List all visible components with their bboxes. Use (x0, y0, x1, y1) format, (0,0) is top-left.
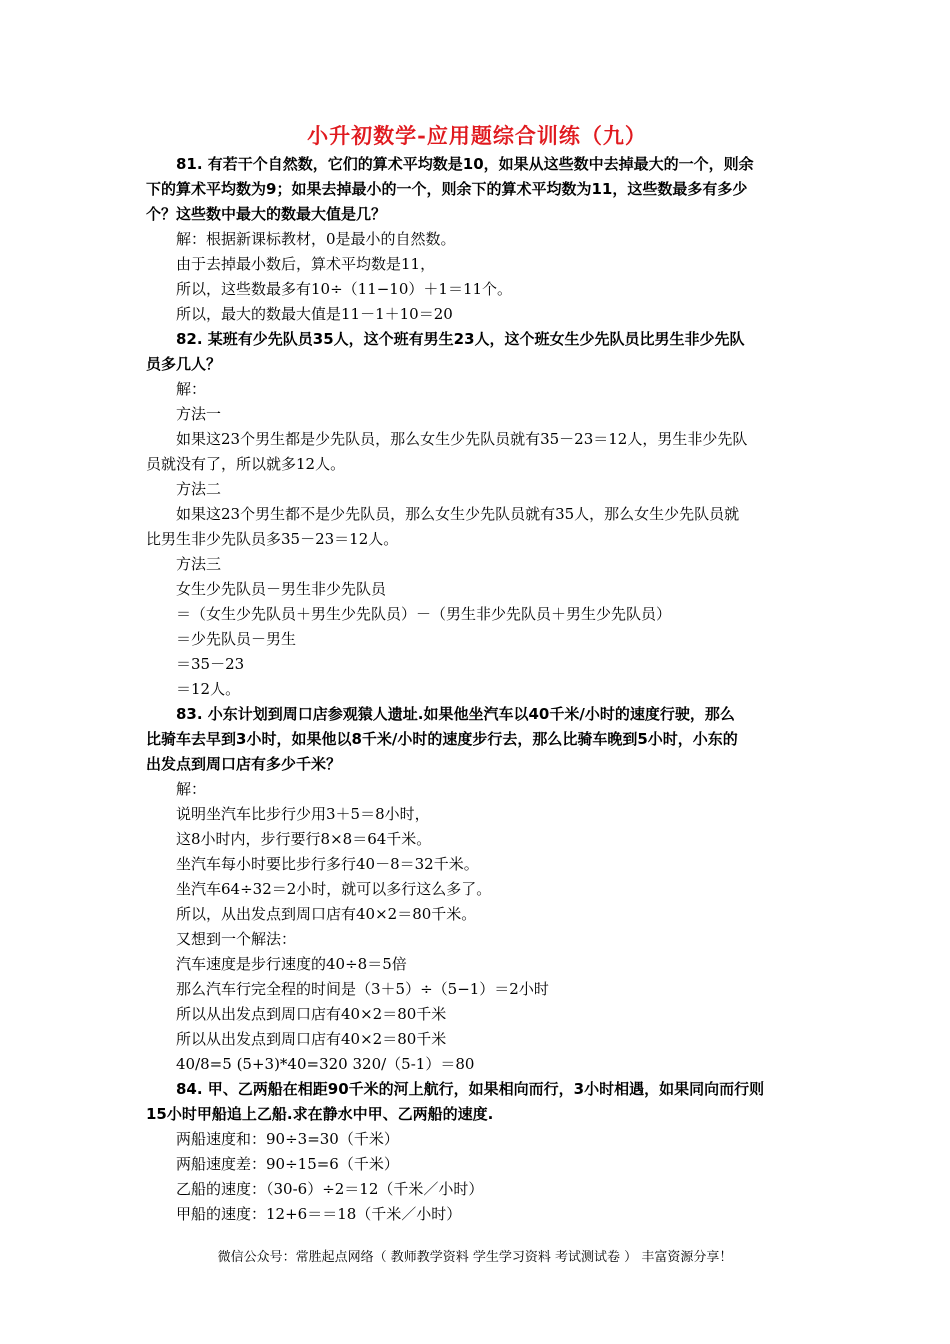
solution-line: 女生少先队员－男生非少先队员 (176, 580, 387, 598)
solution-line: 由于去掉最小数后，算术平均数是11， (176, 255, 436, 273)
solution-line: 所以从出发点到周口店有40×2＝80千米 (176, 1030, 447, 1048)
solution-line: 说明坐汽车比步行少用3＋5＝8小时， (176, 805, 430, 823)
question-line: 84. 甲、乙两船在相距90千米的河上航行，如果相向而行，3小时相遇，如果同向而行则 (176, 1080, 765, 1098)
solution-line: 如果这23个男生都是少先队员，那么女生少先队员就有35－23＝12人，男生非少先队 (176, 430, 748, 448)
solution-line: 这8小时内，步行要行8×8＝64千米。 (176, 830, 432, 848)
document-page (146, 120, 808, 1227)
solution-line: 比男生非少先队员多35－23＝12人。 (146, 530, 399, 548)
solution-line: 方法一 (176, 405, 222, 423)
question-line: 15小时甲船追上乙船.求在静水中甲、乙两船的速度. (146, 1105, 494, 1123)
question-line: 81. 有若干个自然数，它们的算术平均数是10，如果从这些数中去掉最大的一个，则余 (176, 155, 754, 173)
solution-line: ＝12人。 (176, 680, 241, 698)
solution-line: ＝（女生少先队员＋男生少先队员）－（男生非少先队员＋男生少先队员） (176, 605, 672, 623)
solution-line: 员就没有了，所以就多12人。 (146, 455, 346, 473)
solution-line: 所以从出发点到周口店有40×2＝80千米 (176, 1005, 447, 1023)
solution-line: 两船速度和：90÷3=30（千米） (176, 1130, 399, 1148)
solution-line: 如果这23个男生都不是少先队员，那么女生少先队员就有35人，那么女生少先队员就 (176, 505, 740, 523)
solution-line: 方法二 (176, 480, 222, 498)
solution-line: 两船速度差：90÷15=6（千米） (176, 1155, 399, 1173)
question-line: 下的算术平均数为9；如果去掉最小的一个，则余下的算术平均数为11，这些数最多有多少 (146, 180, 748, 198)
question-line: 个？这些数中最大的数最大值是几？ (146, 205, 387, 223)
question-line: 82. 某班有少先队员35人，这个班有男生23人，这个班女生少先队员比男生非少先队 (176, 330, 745, 348)
solution-line: 所以，从出发点到周口店有40×2＝80千米。 (176, 905, 477, 923)
solution-line: 那么汽车行完全程的时间是（3＋5）÷（5−1）＝2小时 (176, 980, 549, 998)
solution-line: 甲船的速度：12+6＝＝18（千米／小时） (176, 1205, 462, 1223)
solution-line: 解： (176, 780, 207, 798)
solution-line: 又想到一个解法： (176, 930, 297, 948)
question-line: 比骑车去早到3小时，如果他以8千米/小时的速度步行去，那么比骑车晚到5小时，小东的 (146, 730, 738, 748)
solution-line: ＝35－23 (176, 655, 245, 673)
solution-line: ＝少先队员－男生 (176, 630, 297, 648)
document-body (146, 152, 808, 1227)
page-footer: 微信公众号：常胜起点网络（ 教师教学资料 学生学习资料 考试测试卷 ） 丰富资源分享！ (217, 1250, 733, 1265)
solution-line: 解： (176, 380, 207, 398)
solution-line: 方法三 (176, 555, 222, 573)
question-line: 员多几人？ (146, 355, 222, 373)
solution-line: 坐汽车每小时要比步行多行40－8＝32千米。 (176, 855, 479, 873)
question-line: 出发点到周口店有多少千米？ (146, 755, 342, 773)
solution-line: 乙船的速度：（30-6）÷2＝12（千米／小时） (176, 1180, 484, 1198)
page-title: 小升初数学-应用题综合训练（九） (307, 123, 647, 148)
question-line: 83. 小东计划到周口店参观猿人遗址.如果他坐汽车以40千米/小时的速度行驶，那么 (176, 705, 735, 723)
solution-line: 所以，最大的数最大值是11－1＋10＝20 (176, 305, 453, 323)
solution-line: 40/8=5 (5+3)*40=320 320/（5-1）＝80 (176, 1055, 475, 1073)
solution-line: 汽车速度是步行速度的40÷8＝5倍 (176, 955, 407, 973)
solution-line: 解：根据新课标教材，0是最小的自然数。 (176, 230, 456, 248)
solution-line: 坐汽车64÷32＝2小时，就可以多行这么多了。 (176, 880, 492, 898)
solution-line: 所以，这些数最多有10÷（11−10）＋1＝11个。 (176, 280, 513, 298)
